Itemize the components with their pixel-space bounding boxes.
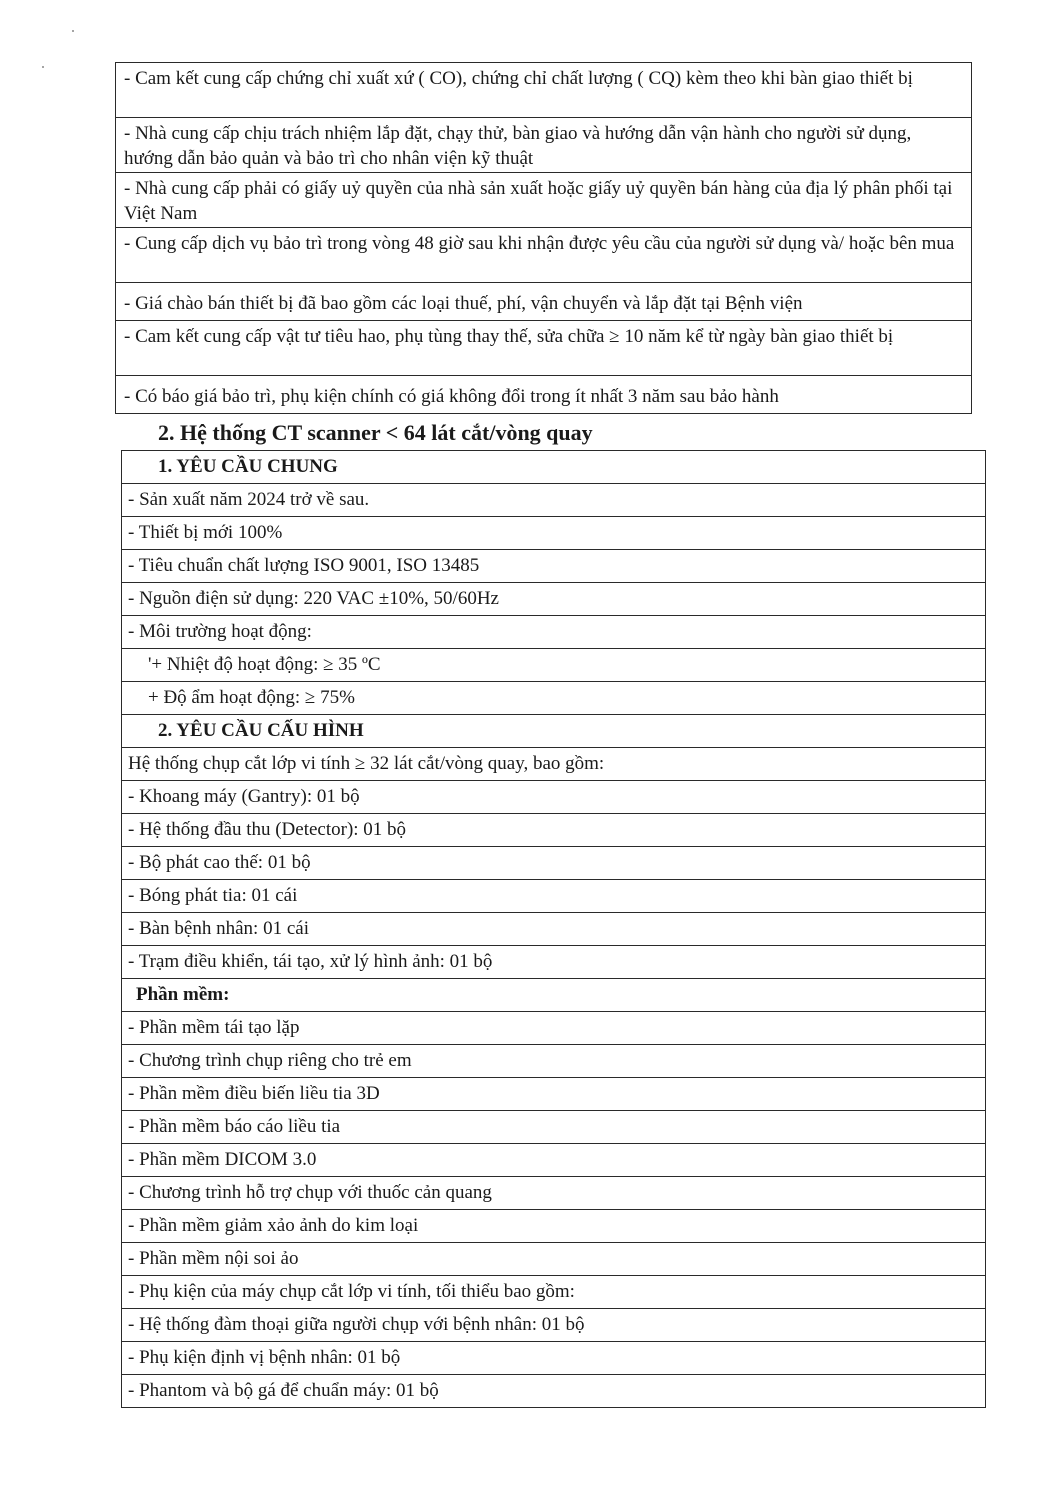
table-row: '+ Nhiệt độ hoạt động: ≥ 35 ºC <box>122 649 986 682</box>
table-row: - Hệ thống đàm thoại giữa người chụp với bệnh nhân: 01 bộ <box>122 1309 986 1342</box>
table-row: - Chương trình chụp riêng cho trẻ em <box>122 1045 986 1078</box>
table-row: - Cam kết cung cấp chứng chỉ xuất xứ ( CO), chứng chỉ chất lượng ( CQ) kèm theo khi bàn giao thiết bị <box>116 63 972 118</box>
table-row: - Bóng phát tia: 01 cái <box>122 880 986 913</box>
table-row: - Phantom và bộ gá để chuẩn máy: 01 bộ <box>122 1375 986 1408</box>
table-row: - Phần mềm DICOM 3.0 <box>122 1144 986 1177</box>
table-row: - Trạm điều khiển, tái tạo, xử lý hình ảnh: 01 bộ <box>122 946 986 979</box>
table-row: - Phụ kiện định vị bệnh nhân: 01 bộ <box>122 1342 986 1375</box>
table-row: - Phụ kiện của máy chụp cắt lớp vi tính, tối thiểu bao gồm: <box>122 1276 986 1309</box>
table-row: - Chương trình hỗ trợ chụp với thuốc cản quang <box>122 1177 986 1210</box>
table-row: - Tiêu chuẩn chất lượng ISO 9001, ISO 13485 <box>122 550 986 583</box>
table-row: - Môi trường hoạt động: <box>122 616 986 649</box>
table-row: Hệ thống chụp cắt lớp vi tính ≥ 32 lát cắt/vòng quay, bao gồm: <box>122 748 986 781</box>
table-row: - Phần mềm giảm xảo ảnh do kim loại <box>122 1210 986 1243</box>
table-row: - Sản xuất năm 2024 trở về sau. <box>122 484 986 517</box>
scan-speck <box>42 66 44 68</box>
table-row: + Độ ẩm hoạt động: ≥ 75% <box>122 682 986 715</box>
section-title: 2. Hệ thống CT scanner < 64 lát cắt/vòng quay <box>158 420 593 445</box>
table-row: - Thiết bị mới 100% <box>122 517 986 550</box>
table-row: - Bàn bệnh nhân: 01 cái <box>122 913 986 946</box>
table-row: - Hệ thống đầu thu (Detector): 01 bộ <box>122 814 986 847</box>
table-row: - Cam kết cung cấp vật tư tiêu hao, phụ tùng thay thế, sửa chữa ≥ 10 năm kể từ ngày bàn giao thiết bị <box>116 321 972 376</box>
table-row: - Nhà cung cấp phải có giấy uỷ quyền của nhà sản xuất hoặc giấy uỷ quyền bán hàng của địa lý phân phối tại Việt Nam <box>116 173 972 228</box>
table-row: - Nhà cung cấp chịu trách nhiệm lắp đặt, chạy thử, bàn giao và hướng dẫn vận hành cho người sử dụng, hướng dẫn bảo quản và bảo trì cho nhân viện kỹ thuật <box>116 118 972 173</box>
configuration-requirements-heading: 2. YÊU CẦU CẤU HÌNH <box>122 715 986 748</box>
table-row: - Khoang máy (Gantry): 01 bộ <box>122 781 986 814</box>
table-row: - Bộ phát cao thế: 01 bộ <box>122 847 986 880</box>
software-heading: Phần mềm: <box>122 979 986 1012</box>
ct-scanner-spec-table <box>121 450 986 1408</box>
general-requirements-heading: 1. YÊU CẦU CHUNG <box>122 451 986 484</box>
table-row: - Nguồn điện sử dụng: 220 VAC ±10%, 50/60Hz <box>122 583 986 616</box>
scan-speck <box>72 30 74 32</box>
requirements-table-continued <box>115 62 972 414</box>
table-row: - Phần mềm tái tạo lặp <box>122 1012 986 1045</box>
table-row: - Cung cấp dịch vụ bảo trì trong vòng 48 giờ sau khi nhận được yêu cầu của người sử dụng và/ hoặc bên mua <box>116 228 972 283</box>
table-row: - Có báo giá bảo trì, phụ kiện chính có giá không đổi trong ít nhất 3 năm sau bảo hành <box>116 376 972 414</box>
table-row: - Phần mềm điều biến liều tia 3D <box>122 1078 986 1111</box>
table-row: - Giá chào bán thiết bị đã bao gồm các loại thuế, phí, vận chuyển và lắp đặt tại Bệnh viện <box>116 283 972 321</box>
table-row: - Phần mềm nội soi ảo <box>122 1243 986 1276</box>
table-row: - Phần mềm báo cáo liều tia <box>122 1111 986 1144</box>
